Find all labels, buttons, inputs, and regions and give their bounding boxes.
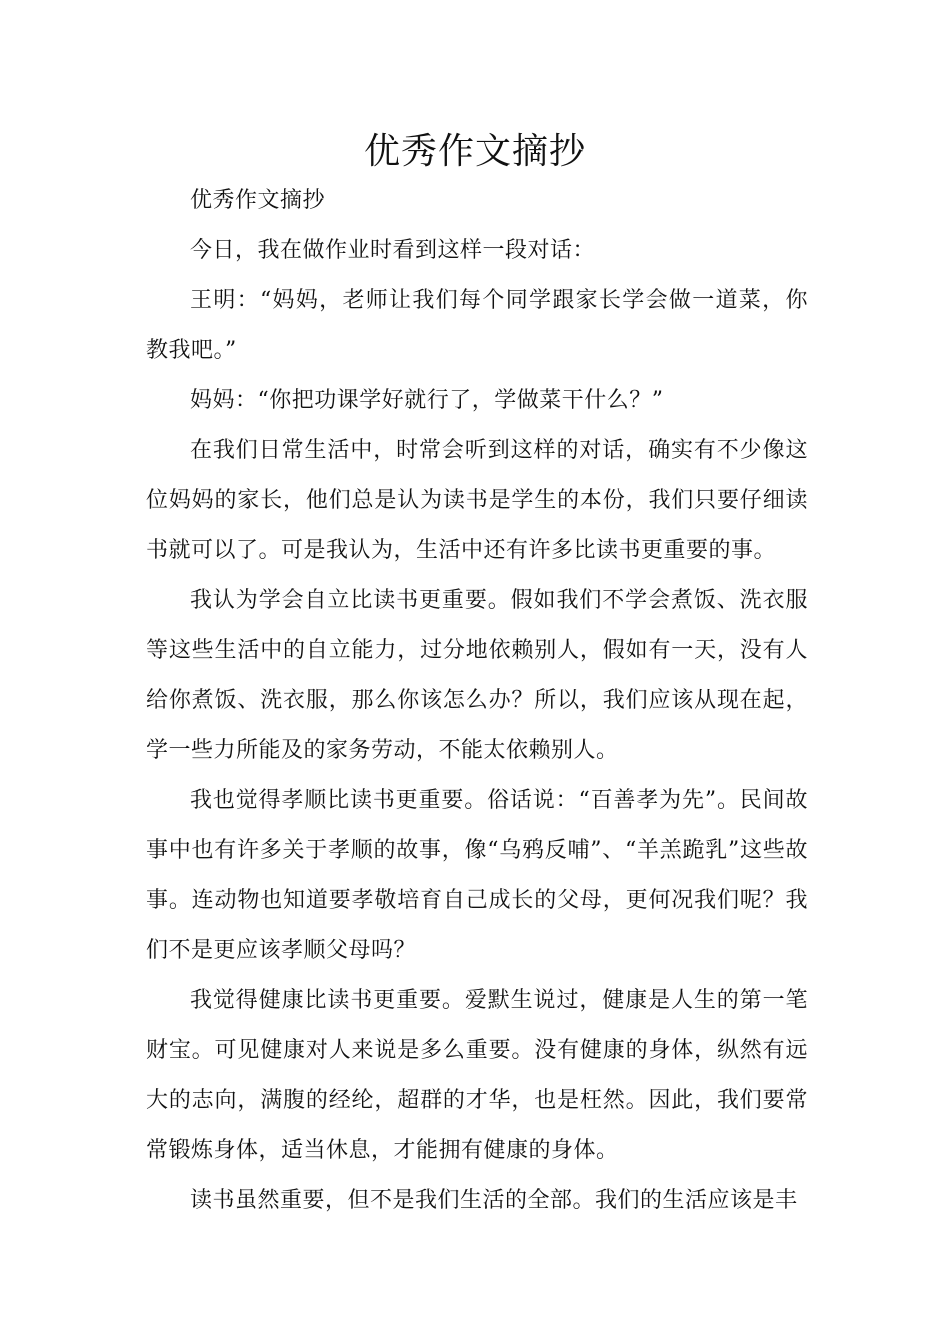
paragraph: 优秀作文摘抄	[190, 188, 326, 213]
paragraph: 读书虽然重要，但不是我们生活的全部。我们的生活应该是丰	[190, 1188, 798, 1213]
paragraph: 我认为学会自立比读书更重要。假如我们不学会煮饭、洗衣服等这些生活中的自立能力，过分地依赖别人，假如有一天，没有人给你煮饭、洗衣服，那么你该怎么办？所以，我们应该从现在起，学一些力所能及的家务劳动，不能太依赖别人。	[146, 588, 808, 763]
document-body	[146, 176, 808, 1226]
paragraph: 在我们日常生活中，时常会听到这样的对话，确实有不少像这位妈妈的家长，他们总是认为读书是学生的本份，我们只要仔细读书就可以了。可是我认为，生活中还有许多比读书更重要的事。	[146, 438, 808, 563]
paragraph: 妈妈：“你把功课学好就行了，学做菜干什么？”	[190, 388, 664, 413]
paragraph: 王明：“妈妈，老师让我们每个同学跟家长学会做一道菜，你教我吧。”	[146, 288, 808, 363]
document-title: 优秀作文摘抄	[363, 131, 586, 172]
paragraph: 我觉得健康比读书更重要。爱默生说过，健康是人生的第一笔财宝。可见健康对人来说是多么重要。没有健康的身体，纵然有远大的志向，满腹的经纶，超群的才华，也是枉然。因此，我们要常常锻炼身体，适当休息，才能拥有健康的身体。	[146, 988, 808, 1163]
paragraph: 我也觉得孝顺比读书更重要。俗话说：“百善孝为先”。民间故事中也有许多关于孝顺的故事，像“乌鸦反哺”、“羊羔跪乳”这些故事。连动物也知道要孝敬培育自己成长的父母，更何况我们呢？我们不是更应该孝顺父母吗？	[146, 788, 808, 963]
paragraph: 今日，我在做作业时看到这样一段对话：	[190, 238, 596, 263]
